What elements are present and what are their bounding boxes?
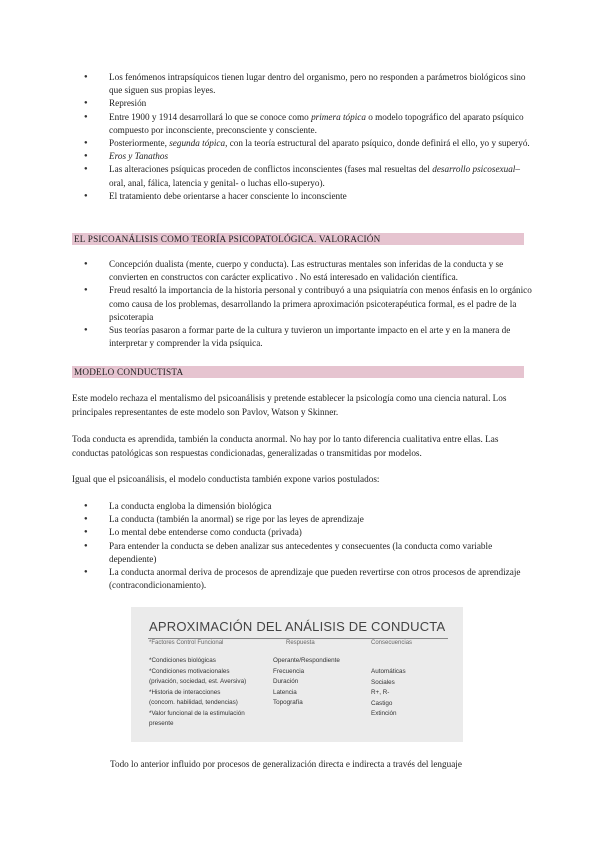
text-run: La conducta (también la anormal) se rige por las leyes de aprendizaje	[109, 514, 364, 525]
figure-analisis-conducta	[131, 607, 463, 742]
text-run: Posteriormente,	[109, 138, 170, 149]
figure-item: Operante/Respondiente	[273, 657, 340, 664]
list-item	[82, 97, 534, 110]
column-consecuencias	[371, 667, 406, 720]
italic-text: Eros y Tanathos	[109, 151, 169, 162]
text-run: Concepción dualista (mente, cuerpo y conducta). Las estructuras mentales son inferidas de la conducta y se convierten en constructos con carácter explicativo . No está interesado en validación científica.	[109, 259, 504, 283]
list-item	[82, 324, 534, 350]
text-run: La conducta anormal deriva de procesos de aprendizaje que pueden revertirse con otros procesos de aprendizaje (contracondicionamiento).	[109, 567, 521, 591]
text-run: o modelo topográfico del aparato psíquico compuesto por inconsciente, preconsciente y consciente.	[109, 111, 524, 135]
figure-item: (privación, sociedad, est. Aversiva)	[149, 678, 247, 685]
list-item	[82, 163, 534, 189]
list-item	[82, 258, 534, 284]
section-heading-psicoanalisis: EL PSICOANÁLISIS COMO TEORÍA PSICOPATOLÓGICA. VALORACIÓN	[72, 233, 524, 245]
list-item	[82, 526, 534, 539]
list-item	[82, 111, 534, 137]
figure-item: *Historia de interacciones	[149, 688, 221, 696]
figure-item: Castigo	[371, 699, 393, 707]
paragraph-postulados: Igual que el psicoanálisis, el modelo conductista también expone varios postulados:	[72, 474, 380, 484]
list-item	[82, 71, 534, 97]
bullet-list-postulados	[82, 500, 534, 592]
figure-item: Topografía	[273, 699, 303, 706]
italic-text: desarrollo psicosexual	[432, 164, 516, 175]
bullet-list-valoracion	[82, 258, 534, 350]
figure-item: *Valor funcional de la estimulación	[149, 709, 245, 717]
figure-caption: Todo lo anterior influido por procesos de generalización directa e indirecta a través del lenguaje	[110, 759, 462, 769]
figure-item: (concom. habilidad, tendencias)	[149, 699, 238, 706]
paragraph-aprendizaje: Toda conducta es aprendida, también la conducta anormal. No hay por lo tanto diferencia cualitativa entre ellas. Las conductas patológicas son respuestas condicionadas, generalizadas o transmitidas por modelos.	[72, 434, 499, 458]
figure-title: APROXIMACIÓN DEL ANÁLISIS DE CONDUCTA	[149, 619, 446, 634]
figure-item: *Condiciones biológicas	[149, 657, 216, 664]
column-factores	[149, 656, 246, 730]
figure-item: Automáticas	[371, 668, 406, 675]
text-run: Para entender la conducta se deben analizar sus antecedentes y consecuentes (la conducta como variable dependiente)	[109, 540, 493, 564]
text-run: Las alteraciones psíquicas proceden de conflictos inconscientes (fases mal resueltas del	[109, 164, 433, 175]
figure-item: R+, R-	[371, 689, 390, 696]
list-item	[82, 137, 534, 150]
list-item	[82, 566, 534, 592]
figure-item: presente	[149, 720, 174, 727]
list-item	[82, 190, 534, 203]
section-heading-conductista: MODELO CONDUCTISTA	[72, 366, 524, 378]
text-run: El tratamiento debe orientarse a hacer consciente lo inconsciente	[109, 190, 347, 201]
column-respuesta	[273, 656, 340, 709]
header-consecuencias: Consecuencias	[371, 640, 413, 646]
list-item	[82, 150, 534, 163]
figure-item: Latencia	[273, 688, 297, 696]
figure-item: Duración	[273, 678, 299, 685]
text-run: Represión	[109, 98, 147, 109]
text-run: Los fenómenos intrapsíquicos tienen lugar dentro del organismo, pero no responden a parámetros biológicos sino que siguen sus propias leyes.	[109, 72, 526, 96]
figure-item: *Condiciones motivacionales	[149, 667, 230, 675]
text-run: Entre 1900 y 1914 desarrollará lo que se conoce como	[109, 111, 312, 122]
text-run: Lo mental debe entenderse como conducta (privada)	[109, 527, 302, 538]
figure-item: Frecuencia	[273, 667, 305, 675]
list-item	[82, 284, 534, 324]
paragraph-intro: Este modelo rechaza el mentalismo del psicoanálisis y pretende establecer la psicología como una ciencia natural. Los principales representantes de este modelo son Pavlov, Watson y Skinner.	[72, 393, 507, 417]
figure-item: Extinción	[371, 710, 397, 717]
text-run: , con la teoría estructural del aparato psíquico, donde definirá el ello, yo y superyó.	[225, 138, 530, 149]
list-item	[82, 513, 534, 526]
figure-title-underline	[148, 638, 448, 639]
header-respuesta: Respuesta	[286, 640, 315, 646]
text-run: Sus teorías pasaron a formar parte de la cultura y tuvieron un importante impacto en el arte y en la manera de interpretar y comprender la vida psíquica.	[109, 325, 511, 349]
bullet-list-freud	[82, 71, 534, 203]
italic-text: segunda tópica	[169, 138, 226, 149]
italic-text: primera tópica	[311, 111, 366, 122]
figure-item: Sociales	[371, 678, 395, 686]
text-run: La conducta engloba la dimensión biológica	[109, 501, 272, 511]
list-item	[82, 540, 534, 566]
header-factores: *Factores Control Funcional	[149, 640, 224, 646]
text-run: Freud resaltó la importancia de la historia personal y contribuyó a una psiquiatría con menos énfasis en lo orgánico como causa de los problemas, desarrollando la primera aproximación psicoterapéutica formal, es el padre de la psicoterapia	[109, 285, 532, 322]
list-item	[82, 500, 534, 513]
text-run: –oral, anal, fálica, latencia y genital- o luchas ello-superyo).	[109, 164, 520, 188]
